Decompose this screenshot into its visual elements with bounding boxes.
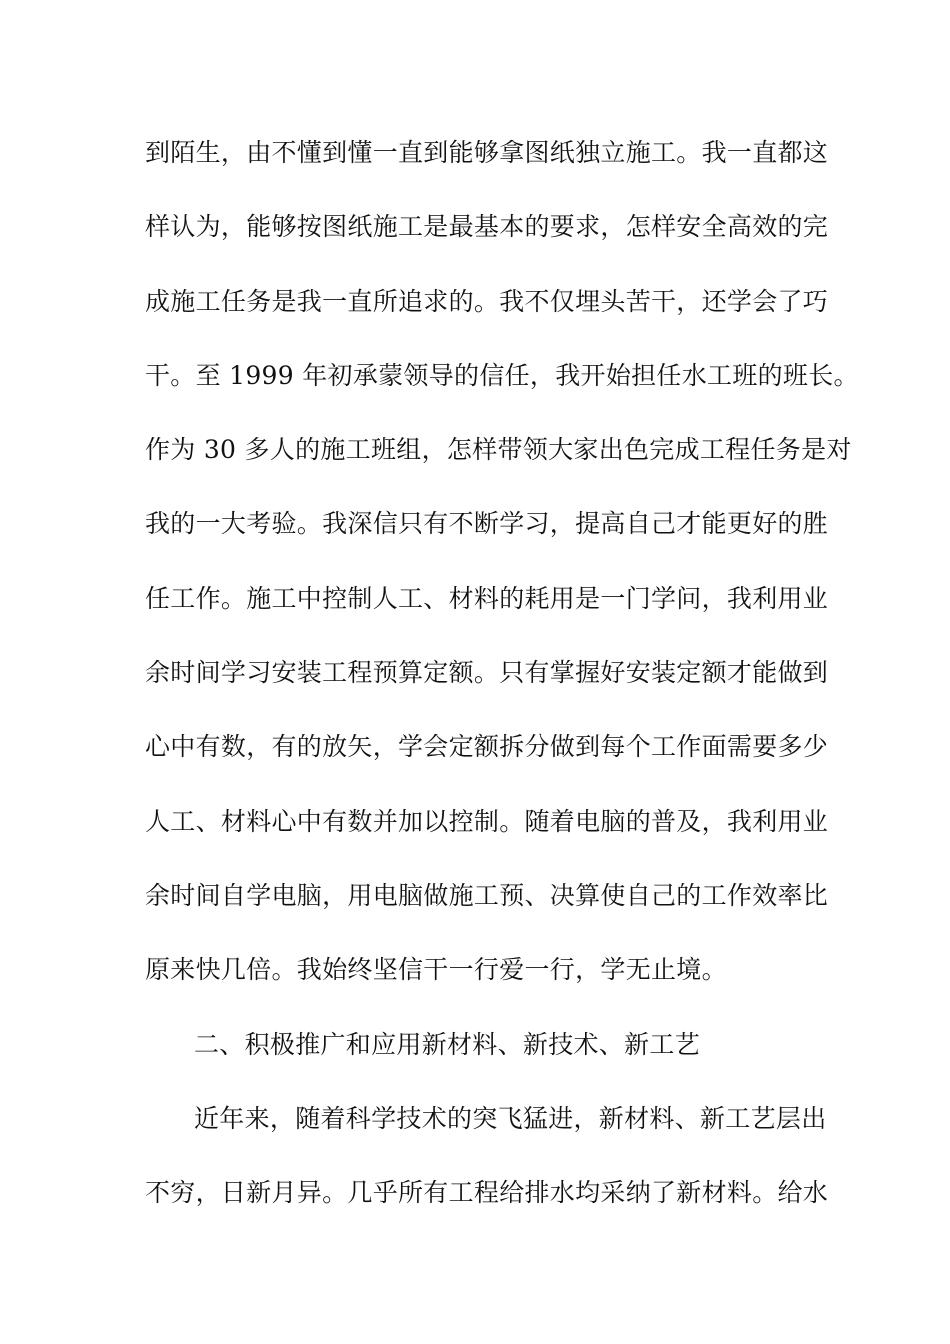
paragraph-line: 余时间自学电脑，用电脑做施工预、决算使自己的工作效率比 (145, 880, 829, 910)
paragraph-line: 干。至 1999 年初承蒙领导的信任，我开始担任水工班的班长。 (145, 360, 859, 390)
paragraph-line: 余时间学习安装工程预算定额。只有掌握好安装定额才能做到 (145, 658, 829, 688)
paragraph-line: 到陌生，由不懂到懂一直到能够拿图纸独立施工。我一直都这 (145, 138, 829, 167)
paragraph-line: 不穷，日新月异。几乎所有工程给排水均采纳了新材料。给水 (145, 1178, 829, 1208)
paragraph-line: 成施工任务是我一直所追求的。我不仅埋头苦干，还学会了巧 (145, 286, 829, 316)
paragraph-line: 心中有数，有的放矢，学会定额拆分做到每个工作面需要多少 (145, 732, 829, 762)
paragraph-line: 近年来，随着科学技术的突飞猛进，新材料、新工艺层出 (194, 1103, 827, 1133)
paragraph-line: 我的一大考验。我深信只有不断学习，提高自己才能更好的胜 (145, 509, 829, 539)
body-text (145, 127, 859, 1241)
paragraph-line: 样认为，能够按图纸施工是最基本的要求，怎样安全高效的完 (145, 212, 829, 242)
paragraph-line: 任工作。施工中控制人工、材料的耗用是一门学问，我利用业 (145, 583, 829, 613)
paragraph-line: 人工、材料心中有数并加以控制。随着电脑的普及，我利用业 (145, 806, 829, 836)
section-heading: 二、积极推广和应用新材料、新技术、新工艺 (194, 1029, 701, 1059)
paragraph-line: 原来快几倍。我始终坚信干一行爱一行，学无止境。 (145, 955, 727, 985)
paragraph-line: 作为 30 多人的施工班组，怎样带领大家出色完成工程任务是对 (145, 435, 852, 465)
